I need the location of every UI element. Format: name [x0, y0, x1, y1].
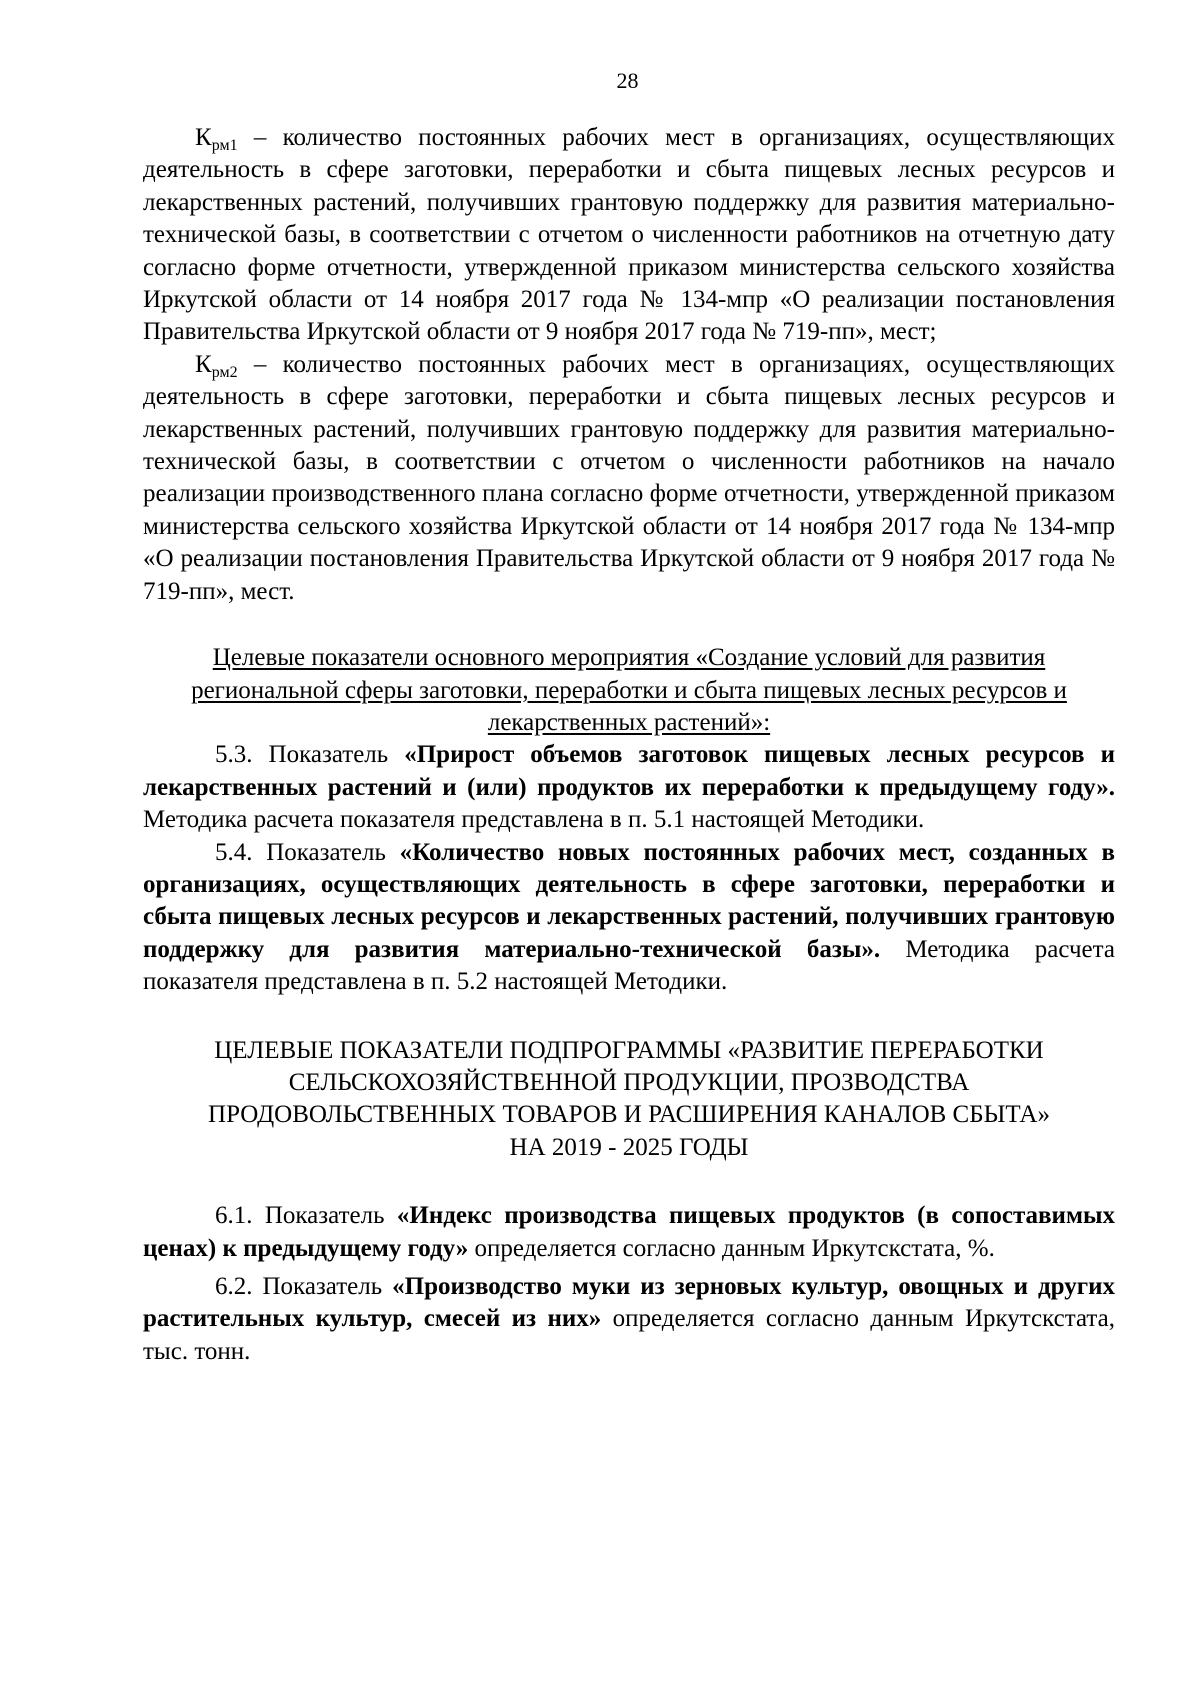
indicator-title: «Количество новых постоянных рабочих мест, созданных в организациях, осуществляющих деятельность в сфере заготовки, переработки и сбыта пищевых лесных ресурсов и лекарственных растений, получивших грантовую поддержку для развития материально-технической базы».	[143, 838, 1115, 963]
subprogram-heading	[143, 1035, 1115, 1165]
indicator-prefix: 5.4. Показатель	[215, 838, 400, 866]
definition-text: – количество постоянных рабочих мест в организациях, осуществляющих деятельность в сфере заготовки, переработки и сбыта пищевых лесных ресурсов и лекарственных растений, получивших грантовую поддержку для развития материально-технической базы, в соответствии с отчетом о численности работников на отчетную дату согласно форме отчетности, утвержденной приказом министерства сельского хозяйства Иркутской области от 14 ноября 2017 года № 134-мпр «О реализации постановления Правительства Иркутской области от 9 ноября 2017 года № 719-пп», мест;	[143, 124, 1115, 346]
indicator-5-3	[143, 739, 1115, 836]
subprogram-heading-line: СЕЛЬСКОХОЗЯЙСТВЕННОЙ ПРОДУКЦИИ, ПРОЗВОДСТВА	[288, 1068, 970, 1096]
definition-krm2	[143, 349, 1115, 608]
definition-subscript: рм2	[211, 363, 238, 381]
indicator-description: определяется согласно данным Иркутскстата, %.	[468, 1234, 995, 1262]
indicator-prefix: 5.3. Показатель	[215, 741, 405, 769]
indicator-prefix: 6.1. Показатель	[215, 1202, 397, 1230]
subprogram-heading-line: НА 2019 - 2025 ГОДЫ	[509, 1133, 749, 1161]
subprogram-heading-line: ПРОДОВОЛЬСТВЕННЫХ ТОВАРОВ И РАСШИРЕНИЯ КАНАЛОВ СБЫТА»	[208, 1101, 1050, 1129]
page-content	[143, 122, 1115, 1368]
spacer	[143, 1164, 1115, 1200]
indicator-description: определяется согласно данным Иркутскстата, тыс. тонн.	[143, 1305, 1115, 1365]
definition-symbol: К	[195, 350, 212, 378]
definition-krm1	[143, 122, 1115, 349]
section-heading-main-activity: Целевые показатели основного мероприятия «Создание условий для развития региональной сферы заготовки, переработки и сбыта пищевых лесных ресурсов и лекарственных растений»:	[191, 644, 1067, 736]
indicator-description: Методика расчета показателя представлена в п. 5.2 настоящей Методики.	[143, 935, 1115, 996]
definition-symbol: К	[195, 124, 212, 151]
indicator-5-4	[143, 837, 1115, 999]
indicator-title: «Прирост объемов заготовок пищевых лесных ресурсов и лекарственных растений и (или) продуктов их переработки к предыдущему году».	[143, 741, 1115, 801]
definition-subscript: рм1	[211, 137, 238, 154]
page-number: 28	[616, 68, 639, 93]
definition-text: – количество постоянных рабочих мест в организациях, осуществляющих деятельность в сфере заготовки, переработки и сбыта пищевых лесных ресурсов и лекарственных растений, получивших грантовую поддержку для развития материально-технической базы, в соответствии с отчетом о численности работников на начало реализации производственного плана согласно форме отчетности, утвержденной приказом министерства сельского хозяйства Иркутской области от 14 ноября 2017 года № 134-мпр «О реализации постановления Правительства Иркутской области от 9 ноября 2017 года № 719-пп», мест.	[143, 350, 1115, 605]
indicator-description: Методика расчета показателя представлена в п. 5.1 настоящей Методики.	[143, 806, 925, 834]
indicator-6-2	[143, 1271, 1115, 1368]
indicator-title: «Производство муки из зерновых культур, овощных и других растительных культур, смесей из них»	[143, 1273, 1115, 1333]
indicator-title: «Индекс производства пищевых продуктов (в сопоставимых ценах) к предыдущему году»	[143, 1202, 1115, 1262]
indicator-prefix: 6.2. Показатель	[215, 1273, 393, 1300]
indicator-6-1	[143, 1200, 1115, 1265]
subprogram-heading-line: ЦЕЛЕВЫЕ ПОКАЗАТЕЛИ ПОДПРОГРАММЫ «РАЗВИТИЕ ПЕРЕРАБОТКИ	[214, 1036, 1044, 1064]
